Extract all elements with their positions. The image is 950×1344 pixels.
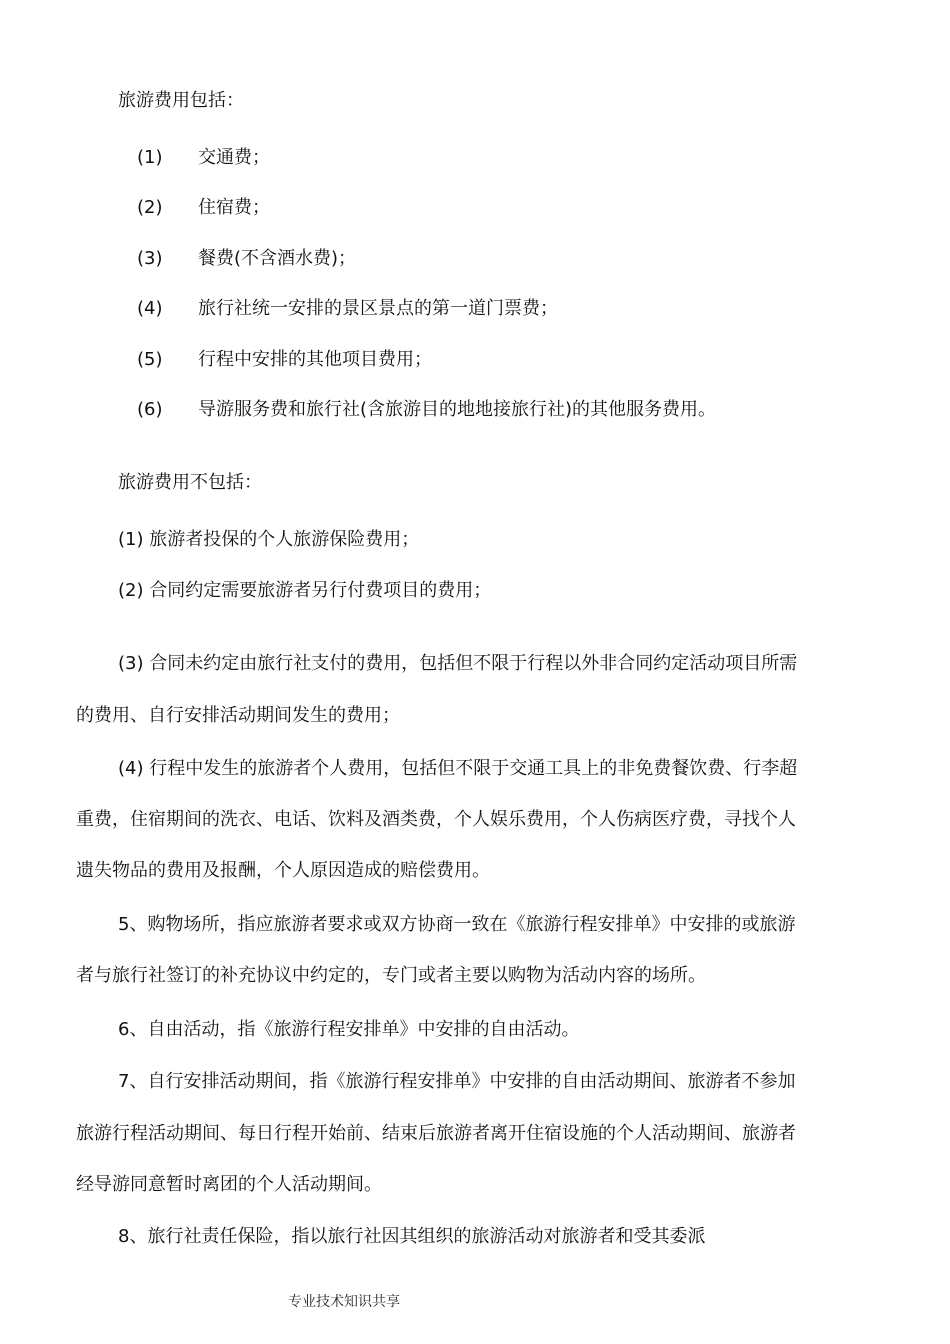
definition-8: 8、旅行社责任保险，指以旅行社因其组织的旅游活动对旅游者和受其委派	[118, 1226, 706, 1247]
list-item-number: (6)	[137, 399, 163, 420]
list-item-text: 行程中安排的其他项目费用；	[198, 349, 432, 370]
excludes-heading: 旅游费用不包括：	[118, 472, 262, 493]
list-item-number: (5)	[137, 349, 163, 370]
list-item-text: 导游服务费和旅行社(含旅游目的地地接旅行社)的其他服务费用。	[198, 399, 717, 420]
excludes-item-1: (1) 旅游者投保的个人旅游保险费用；	[118, 529, 420, 550]
definition-7-line-2: 旅游行程活动期间、每日行程开始前、结束后旅游者离开住宿设施的个人活动期间、旅游者	[76, 1123, 796, 1144]
list-item-text: 旅行社统一安排的景区景点的第一道门票费；	[198, 298, 558, 319]
definition-5-line-2: 者与旅行社签订的补充协议中约定的，专门或者主要以购物为活动内容的场所。	[76, 965, 706, 986]
excludes-item-4-line-1: (4) 行程中发生的旅游者个人费用，包括但不限于交通工具上的非免费餐饮费、行李超	[118, 758, 798, 779]
list-item-number: (1)	[137, 147, 163, 168]
list-item-number: (2)	[137, 197, 163, 218]
excludes-item-3-line-2: 的费用、自行安排活动期间发生的费用；	[76, 705, 400, 726]
list-item-number: (4)	[137, 298, 163, 319]
definition-7-line-3: 经导游同意暂时离团的个人活动期间。	[76, 1174, 382, 1195]
list-item-number: (3)	[137, 248, 163, 269]
list-item-text: 交通费；	[198, 147, 270, 168]
page-footer: 专业技术知识共享	[288, 1294, 400, 1310]
definition-5-line-1: 5、购物场所，指应旅游者要求或双方协商一致在《旅游行程安排单》中安排的或旅游	[118, 914, 796, 935]
list-item-text: 餐费(不含酒水费)；	[198, 248, 357, 269]
excludes-item-3-line-1: (3) 合同未约定由旅行社支付的费用，包括但不限于行程以外非合同约定活动项目所需	[118, 653, 798, 674]
includes-heading: 旅游费用包括：	[118, 90, 244, 111]
list-item-text: 住宿费；	[198, 197, 270, 218]
excludes-item-2: (2) 合同约定需要旅游者另行付费项目的费用；	[118, 580, 492, 601]
definition-6: 6、自由活动，指《旅游行程安排单》中安排的自由活动。	[118, 1019, 580, 1040]
excludes-item-4-line-3: 遗失物品的费用及报酬，个人原因造成的赔偿费用。	[76, 860, 490, 881]
excludes-item-4-line-2: 重费，住宿期间的洗衣、电话、饮料及酒类费，个人娱乐费用，个人伤病医疗费，寻找个人	[76, 809, 796, 830]
definition-7-line-1: 7、自行安排活动期间，指《旅游行程安排单》中安排的自由活动期间、旅游者不参加	[118, 1071, 796, 1092]
